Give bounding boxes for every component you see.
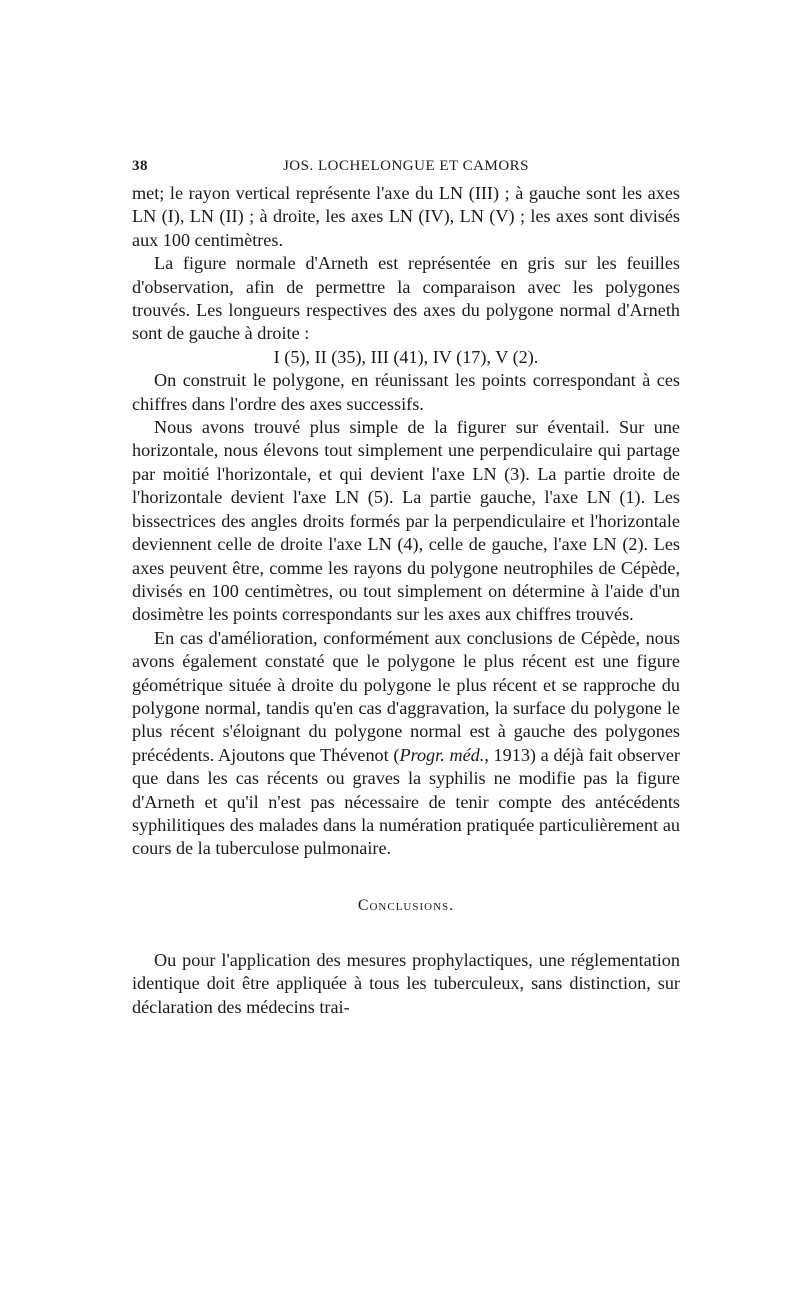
- section-heading: Conclusions.: [357, 896, 455, 914]
- running-title: JOS. LOCHELONGUE ET CAMORS: [282, 158, 530, 174]
- paragraph-conclusion: Ou pour l'application des mesures prophylactiques, une réglementation identique doit être appliquée à tous les tuberculeux, sans distinction, sur déclaration des médecins trai-: [132, 949, 680, 1017]
- improvement-text-end: , 1913) a déjà fait observer que dans les cas récents ou graves la syphilis ne modifie pas la figure d'Arneth et qu'il n'est pas nécessaire de tenir compte des antécédents syphilitiques des malades dans la numération pratiquée particulièrement au cours de la tuberculose pulmonaire.: [132, 744, 680, 859]
- paragraph-improvement: [132, 627, 680, 861]
- improvement-text-start: En cas d'amélioration, conformément aux conclusions de Cépède, nous avons également constaté que le polygone le plus récent est une figure géométrique située à droite du polygone le plus récent et se rapproche du polygone normal, tandis qu'en cas d'aggravation, la surface du polygone le plus récent s'éloignant du polygone normal est à gauche des polygones précédents. Ajoutons que Thévenot (: [132, 627, 680, 765]
- running-head: [132, 150, 680, 182]
- citation-title: Progr. méd.: [399, 744, 485, 765]
- paragraph-arneth-figure: La figure normale d'Arneth est représentée en gris sur les feuilles d'observation, afin de permettre la comparaison avec les polygones trouvés. Les longueurs respectives des axes du polygone normal d'Arneth sont de gauche à droite :: [132, 253, 680, 344]
- paragraph-axes: met; le rayon vertical représente l'axe du LN (III) ; à gauche sont les axes LN (I), LN (II) ; à droite, les axes LN (IV), LN (V) ; les axes sont divisés aux 100 centimètres.: [132, 183, 680, 250]
- paragraph-construction: On construit le polygone, en réunissant les points correspondant à ces chiffres dans l'ordre des axes successifs.: [132, 370, 680, 414]
- paragraph-fan-method: Nous avons trouvé plus simple de la figurer sur éventail. Sur une horizontale, nous élevons tout simplement une perpendiculaire qui partage par moitié l'horizontale, et qui devient l'axe LN (3). La partie droite de l'horizontale devient l'axe LN (5). La partie gauche, l'axe LN (1). Les bissectrices des angles droits formés par la perpendiculaire et l'horizontale deviennent celle de droite l'axe LN (4), celle de gauche, l'axe LN (2). Les axes peuvent être, comme les rayons du polygone neutrophiles de Cépède, divisés en 100 centimètres, ou tout simplement on détermine à l'aide d'un dosimètre les points correspondants sur les axes aux chiffres trouvés.: [132, 417, 680, 625]
- body-text: [132, 182, 680, 861]
- conclusion-text: [132, 949, 680, 1019]
- axis-values-line: I (5), II (35), III (41), IV (17), V (2).: [273, 346, 539, 367]
- book-page: [132, 150, 680, 1019]
- page-number: 38: [132, 158, 148, 174]
